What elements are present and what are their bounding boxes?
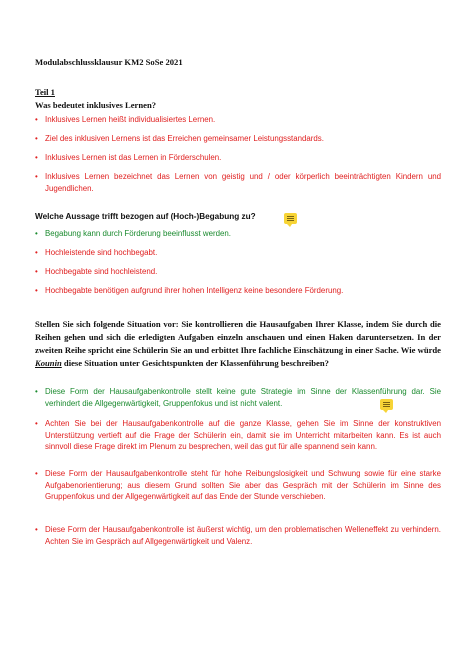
answer-text: Hochbegabte benötigen aufgrund ihrer hohen Intelligenz keine besondere Förderung.: [45, 286, 344, 295]
answer-text: Achten Sie bei der Hausaufgabenkontrolle auf die ganze Klasse, gehen Sie im Sinne der konstruktiven Unterstützung vertieft auf die Frage der Schülerin ein, damit sie im Unterricht mitarbeiten kann. Es ist auch sinnvoll diese Frage direkt im Plenum zu besprechen, weil das gut für alle spannend sein kann.: [45, 419, 441, 452]
answer-text: Inklusives Lernen bezeichnet das Lernen von geistig und / oder körperlich beeinträchtigten Kindern und Jugendlichen.: [45, 172, 441, 193]
answer-2-3[interactable]: [35, 266, 441, 278]
question-3-text-before: Stellen Sie sich folgende Situation vor: Sie kontrollieren die Hausaufgaben Ihrer Klasse, indem Sie durch die Reihen gehen und sich die erledigten Aufgaben einzeln anschauen und einen Haken daruntersetzen. In der zweiten Reihe spricht eine Schülerin Sie an und erbittet Ihre fachliche Einschätzung in einer Sache. Wie würde: [35, 319, 441, 355]
question-3-keyword: Kounin: [35, 358, 62, 368]
answer-1-3[interactable]: [35, 152, 441, 164]
bullet: •: [35, 172, 38, 181]
comment-icon[interactable]: [380, 399, 393, 410]
bullet: •: [35, 248, 38, 257]
answer-text: Diese Form der Hausaufgabenkontrolle stellt keine gute Strategie im Sinne der Klassenführung dar. Sie verhindert die Allgegenwärtigkeit, Gruppenfokus und ist nicht valent.: [45, 387, 441, 408]
comment-icon[interactable]: [284, 213, 297, 224]
bullet: •: [35, 469, 38, 478]
question-3: [35, 318, 441, 370]
answer-text: Inklusives Lernen ist das Lernen in Förderschulen.: [45, 153, 222, 162]
question-1: Was bedeutet inklusives Lernen?: [35, 100, 157, 110]
question-2: Welche Aussage trifft bezogen auf (Hoch-)Begabung zu?: [35, 212, 256, 221]
answer-text: Diese Form der Hausaufgabenkontrolle steht für hohe Reibungslosigkeit und Schwung sowie für eine starke Aufgabenorientierung; aus diesem Grund sollten Sie aber das Gespräch mit der Schülerin im Sinne des Gruppenfokus und der Allgegenwärtigkeit auf das Ende der Stunde verschieben.: [45, 469, 441, 502]
answer-2-4[interactable]: [35, 285, 441, 297]
part-heading: Teil 1: [35, 87, 55, 97]
bullet: •: [35, 134, 38, 143]
answer-text: Begabung kann durch Förderung beeinflusst werden.: [45, 229, 231, 238]
answer-2-2[interactable]: [35, 247, 441, 259]
bullet: •: [35, 115, 38, 124]
answer-text: Diese Form der Hausaufgabenkontrolle ist äußerst wichtig, um den problematischen Welleneffekt zu verhindern. Achten Sie im Gespräch auf Allgegenwärtigkeit und Valenz.: [45, 525, 441, 546]
bullet: •: [35, 153, 38, 162]
answer-3-2[interactable]: [35, 418, 441, 453]
bullet: •: [35, 387, 38, 396]
bullet: •: [35, 419, 38, 428]
answer-1-1[interactable]: [35, 114, 441, 126]
page-title: Modulabschlussklausur KM2 SoSe 2021: [35, 57, 183, 67]
answer-2-1[interactable]: [35, 228, 441, 240]
answer-1-2[interactable]: [35, 133, 441, 145]
answer-3-3[interactable]: [35, 468, 441, 503]
answer-text: Inklusives Lernen heißt individualisiertes Lernen.: [45, 115, 216, 124]
answer-text: Hochbegabte sind hochleistend.: [45, 267, 158, 276]
bullet: •: [35, 267, 38, 276]
answer-3-4[interactable]: [35, 524, 441, 547]
bullet: •: [35, 286, 38, 295]
question-3-text-after: diese Situation unter Gesichtspunkten der Klassenführung beschreiben?: [61, 358, 329, 368]
bullet: •: [35, 525, 38, 534]
bullet: •: [35, 229, 38, 238]
answer-text: Hochleistende sind hochbegabt.: [45, 248, 158, 257]
answer-text: Ziel des inklusiven Lernens ist das Erreichen gemeinsamer Leistungsstandards.: [45, 134, 324, 143]
answer-1-4[interactable]: [35, 171, 441, 194]
